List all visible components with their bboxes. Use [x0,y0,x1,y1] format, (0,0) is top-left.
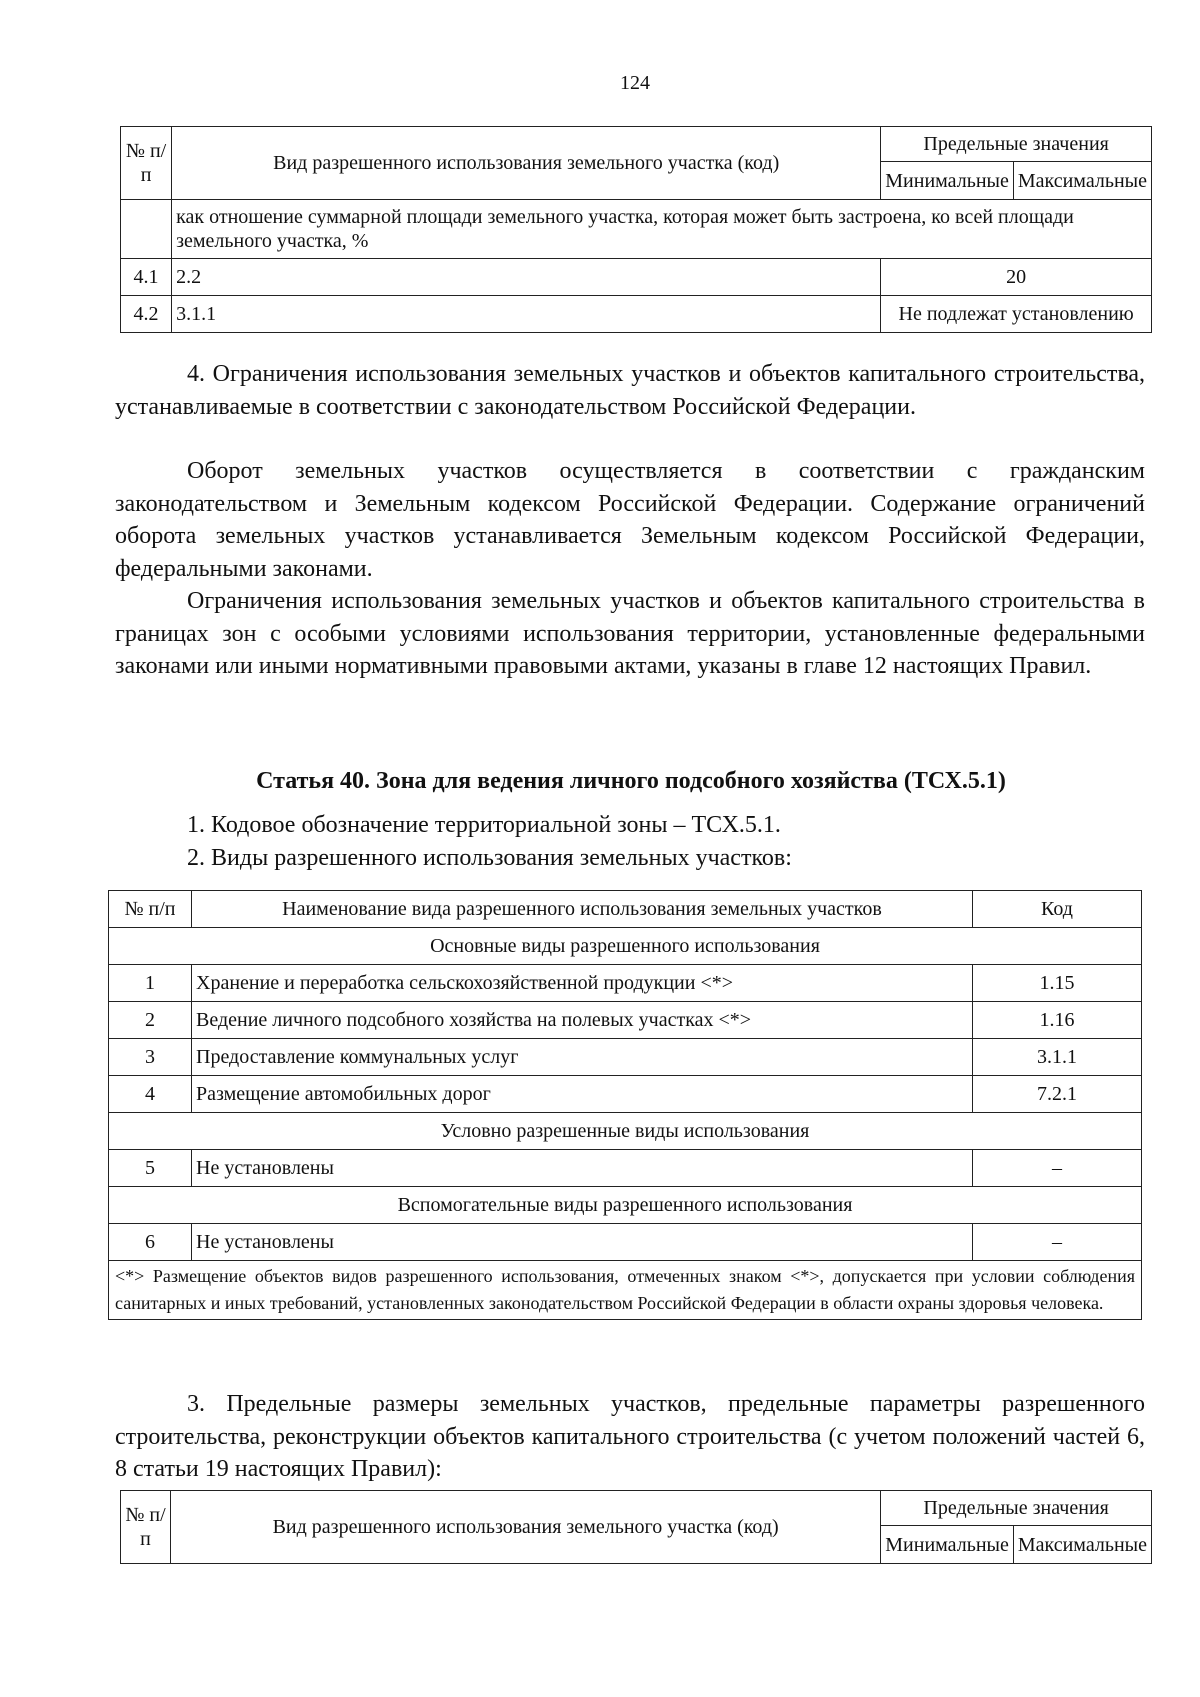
row-code: 7.2.1 [973,1076,1142,1113]
section-main-uses: Основные виды разрешенного использования [109,928,1142,965]
row-number: 2 [109,1002,192,1039]
row-number: 6 [109,1224,192,1261]
row-code: – [973,1224,1142,1261]
col-min-header: Минимальные [881,1526,1014,1564]
uses-name-header: Наименование вида разрешенного использования земельных участков [192,891,973,928]
coverage-note: как отношение суммарной площади земельного участка, которая может быть застроена, ко всей площади земельного участка, % [172,200,1152,259]
row-number: 5 [109,1150,192,1187]
footnote: <*> Размещение объектов видов разрешенного использования, отмеченных знаком <*>, допускается при условии соблюдения санитарных и иных требований, установленных законодательством Российской Федерации в области охраны здоровья человека. [109,1261,1142,1320]
row-name: Не установлены [192,1150,973,1187]
table-row [109,1076,1142,1113]
row-number: 4.1 [121,259,172,296]
table-row [109,965,1142,1002]
col-max-header: Максимальные [1013,1526,1151,1564]
uses-number-header: № п/п [109,891,192,928]
limits-table-continued [120,126,1152,333]
zones-paragraph: Ограничения использования земельных участков и объектов капитального строительства в границах зон с особыми условиями использования территории, установленные федеральными законами или иными нормативными правовыми актами, указаны в главе 12 настоящих Правил. [115,588,1145,679]
row-number: 4.2 [121,296,172,333]
col-limits-header: Предельные значения [881,1491,1152,1526]
col-max-header: Максимальные [1013,162,1151,200]
row-code: 3.1.1 [973,1039,1142,1076]
col-kind-header: Вид разрешенного использования земельного участка (код) [171,1491,881,1564]
row-number: 3 [109,1039,192,1076]
col-number-header: № п/п [121,1491,171,1564]
row-code: 1.15 [973,965,1142,1002]
col-limits-header: Предельные значения [881,127,1152,162]
row-number: 4 [109,1076,192,1113]
limits-paragraph: 3. Предельные размеры земельных участков, предельные параметры разрешенного строительства, реконструкции объектов капитального строительства (с учетом положений частей 6, 8 статьи 19 настоящих Правил): [115,1391,1145,1482]
table-row [109,1002,1142,1039]
row-name: Не установлены [192,1224,973,1261]
empty-cell [121,200,172,259]
row-name: Предоставление коммунальных услуг [192,1039,973,1076]
row-name: Хранение и переработка сельскохозяйственной продукции <*> [192,965,973,1002]
row-code: 1.16 [973,1002,1142,1039]
row-name: Ведение личного подсобного хозяйства на полевых участках <*> [192,1002,973,1039]
row-value: 20 [881,259,1152,296]
permitted-uses-table [108,890,1142,1320]
row-name: Размещение автомобильных дорог [192,1076,973,1113]
page-number: 124 [620,72,650,94]
uses-list-intro: 2. Виды разрешенного использования земельных участков: [187,845,792,871]
col-number-header: № п/п [121,127,172,200]
restrictions-paragraph: 4. Ограничения использования земельных участков и объектов капитального строительства, устанавливаемые в соответствии с законодательством Российской Федерации. [115,361,1145,420]
table-row [109,1039,1142,1076]
table-row [109,1150,1142,1187]
col-kind-header: Вид разрешенного использования земельного участка (код) [172,127,881,200]
turnover-paragraph: Оборот земельных участков осуществляется в соответствии с гражданским законодательством и Земельным кодексом Российской Федерации. Содержание ограничений оборота земельных участков устанавливается Земельным кодексом Российской Федерации, федеральными законами. [115,458,1145,582]
zone-code-item: 1. Кодовое обозначение территориальной зоны – ТСХ.5.1. [187,812,781,838]
row-code: 2.2 [172,259,881,296]
row-number: 1 [109,965,192,1002]
table-row [109,1224,1142,1261]
col-min-header: Минимальные [881,162,1014,200]
row-code: 3.1.1 [172,296,881,333]
limits-table-header [120,1490,1152,1564]
section-conditional-uses: Условно разрешенные виды использования [109,1113,1142,1150]
row-value: Не подлежат установлению [881,296,1152,333]
uses-code-header: Код [973,891,1142,928]
article-heading: Статья 40. Зона для ведения личного подсобного хозяйства (ТСХ.5.1) [256,768,1006,794]
row-code: – [973,1150,1142,1187]
section-auxiliary-uses: Вспомогательные виды разрешенного использования [109,1187,1142,1224]
